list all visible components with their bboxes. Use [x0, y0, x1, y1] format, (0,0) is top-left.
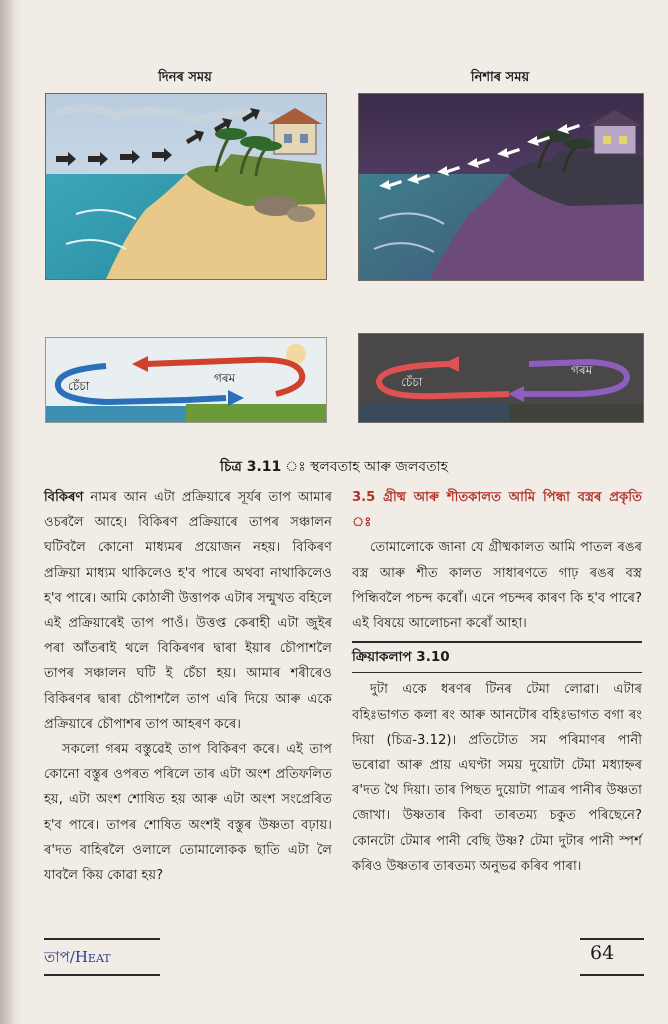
- subject-label: [44, 946, 111, 971]
- radiation-term: বিকিৰণ: [44, 490, 84, 505]
- night-hot-label: গৰম: [571, 363, 593, 377]
- activity-title: ক্ৰিয়াকলাপ 3.10: [352, 648, 450, 665]
- hot-objects-paragraph: সকলো গৰম বস্তুৱেই তাপ বিকিৰণ কৰে। এই তাপ কোনো বস্তুৰ ওপৰত পৰিলে তাৰ এটা অংশ প্ৰতিফলিত হয়, এটা অংশ শোষিত হয় আৰু এটা অংশ সংপ্ৰেৰিত হ'ব পাৰে। তাপৰ শোষিত অংশই বস্তুৰ উষ্ণতা বঢ়ায়। ৰ'দত বাহিৰলৈ ওলালে তোমালোকক ছাতি এটা লৈ যাবলৈ কিয় কোৱা হয়?: [44, 742, 332, 884]
- footer-rule-right-bottom: [580, 974, 644, 976]
- day-scene-illustration: [45, 93, 327, 280]
- night-breeze-diagram: [358, 333, 644, 423]
- night-cold-label: চেঁচা: [401, 375, 423, 389]
- subject-english: Heat: [74, 948, 111, 966]
- right-column-text: [352, 485, 642, 879]
- section-heading: 3.5 গ্ৰীষ্ম আৰু শীতকালত আমি পিন্ধা বস্ত্ৰৰ প্ৰকৃতি ঃ: [352, 490, 642, 531]
- footer-rule-left-bottom: [44, 974, 160, 976]
- figure-caption: [0, 455, 668, 479]
- activity-rule-top: [352, 641, 642, 643]
- activity-paragraph: দুটা একে ধৰণৰ টিনৰ টেমা লোৱা। এটাৰ বহিঃভাগত কলা ৰং আৰু আনটোৰ বহিঃভাগত বগা ৰং দিয়া (চিত্ৰ-3.12)। প্ৰতিটোত সম পৰিমাণৰ পানী ভৰোৱা আৰু প্ৰায় এঘণ্টা সময় দুয়োটা টেমা মধ্যাহ্নৰ ৰ'দত থৈ দিয়া। তাৰ পিছত দুয়োটা পাত্ৰৰ পানীৰ উষ্ণতা জোখা। উষ্ণতাৰ কিবা তাৰতম্য চকুত পৰিছেনে? কোনটো টেমাৰ পানী বেছি উষ্ণ? টেমা দুটাৰ পানী স্পৰ্শ কৰিও উষ্ণতাৰ তাৰতম্য অনুভৱ কৰিব পাৰা।: [352, 682, 642, 874]
- radiation-paragraph: [44, 485, 332, 737]
- clothing-paragraph: তোমালোকে জানা যে গ্ৰীষ্মকালত আমি পাতল ৰঙৰ বস্ত্ৰ আৰু শীত কালত সাধাৰণতে গাঢ় ৰঙৰ বস্ত্ৰ পিন্ধিবলৈ পচন্দ কৰোঁ। এনে পচন্দৰ কাৰণ কি হ'ব পাৰে? এই বিষয়ে আলোচনা কৰোঁ আহা।: [352, 540, 642, 632]
- page-number: 64: [590, 942, 615, 964]
- footer-rule-right-top: [580, 938, 644, 940]
- figure-caption-number: চিত্ৰ 3.11: [219, 459, 282, 475]
- subject-assamese: তাপ/: [44, 948, 75, 966]
- night-time-title: নিশাৰ সময়: [470, 70, 530, 85]
- activity-rule-bottom: [352, 672, 642, 674]
- day-hot-label: গৰম: [214, 371, 236, 385]
- day-cold-label: চেঁচা: [68, 379, 90, 393]
- left-column-text: [44, 485, 332, 888]
- day-time-title: দিনৰ সময়: [158, 70, 212, 85]
- page-binding-shadow: [0, 0, 22, 1024]
- figure-caption-text: ঃ স্থলবতাহ আৰু জলবতাহ: [281, 459, 448, 475]
- day-breeze-diagram: [45, 337, 327, 423]
- radiation-paragraph-text: নামৰ আন এটা প্ৰক্ৰিয়াৰে সূৰ্যৰ তাপ আমাৰ ওচৰলৈ আহে। বিকিৰণ প্ৰক্ৰিয়াৰে তাপৰ সঞ্চালন ঘটিবলৈ কোনো মাধ্যমৰ প্ৰয়োজন নহয়। বিকিৰণ প্ৰক্ৰিয়া মাধ্যম থাকিলেও হ'ব পাৰে অথবা নাথাকিলেও হ'ব পাৰে। আমি কোঠালী উত্তাপক এটাৰ সন্মুখত বহিলে এই প্ৰক্ৰিয়াৰেই তাপ পাওঁ। উত্তপ্ত কেৰাহী এটা জুইৰ পৰা আঁতৰাই থলে বিকিৰণৰ দ্বাৰা ইয়াৰ চৌপাশলৈ তাপৰ সঞ্চালন ঘটি ই চেঁচা হয়। আমাৰ শৰীৰেও বিকিৰণৰ দ্বাৰা চৌপাশলৈ তাপ এৰি দিয়ে আৰু একে প্ৰক্ৰিয়াৰে চৌপাশৰ তাপ আহৰণ কৰে।: [44, 490, 332, 732]
- night-scene-illustration: [358, 93, 644, 281]
- footer-rule-left-top: [44, 938, 160, 940]
